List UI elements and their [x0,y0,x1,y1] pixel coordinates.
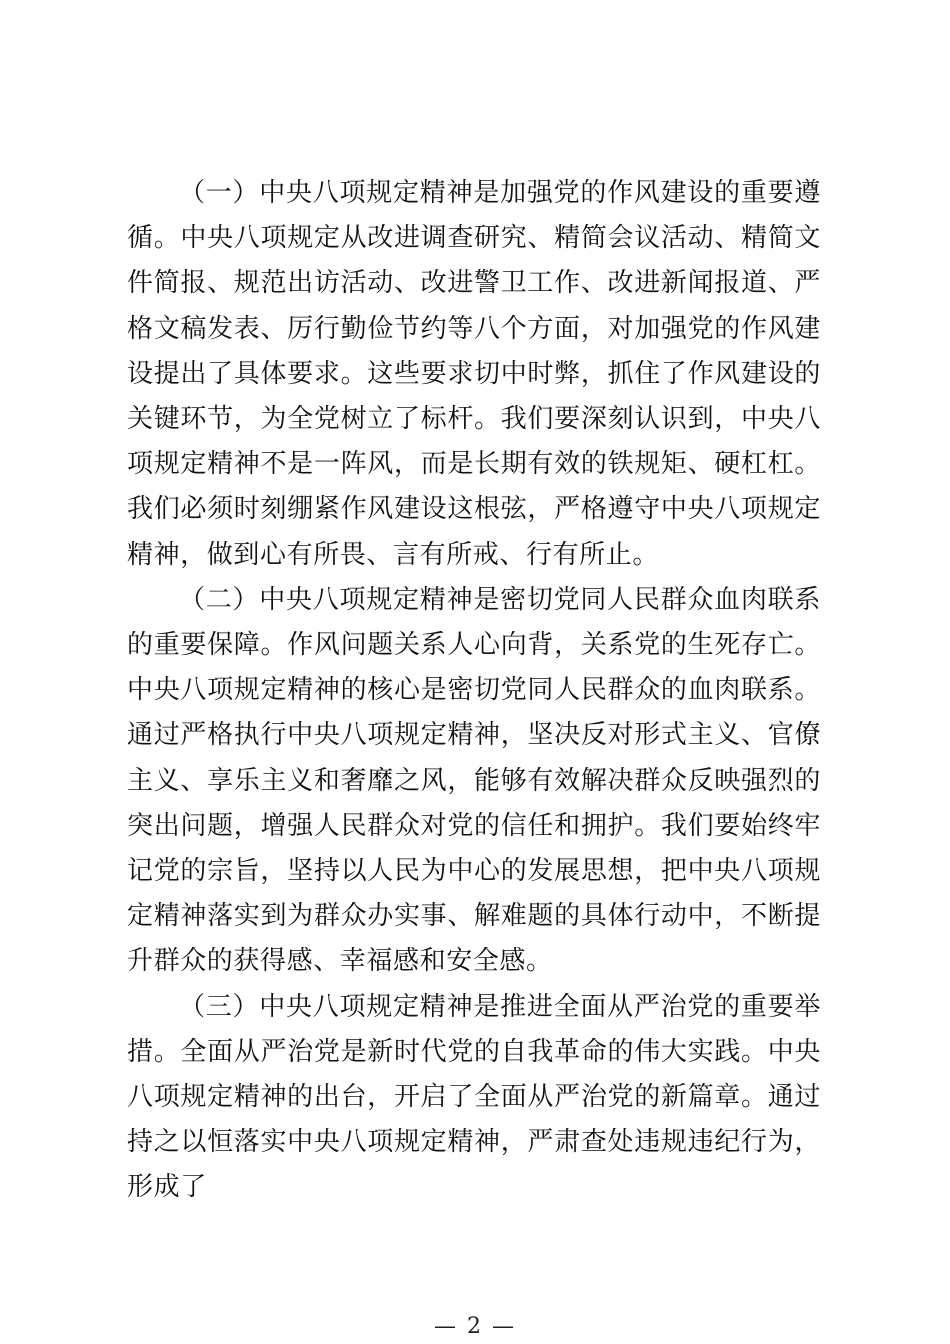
page-number: — 2 — [434,1314,516,1339]
paragraph-2: （二）中央八项规定精神是密切党同人民群众血肉联系的重要保障。作风问题关系人心向背，关系党的生死存亡。中央八项规定精神的核心是密切党同人民群众的血肉联系。通过严格执行中央八项规定精神，坚决反对形式主义、官僚主义、享乐主义和奢靡之风，能够有效解决群众反映强烈的突出问题，增强人民群众对党的信任和拥护。我们要始终牢记党的宗旨，坚持以人民为中心的发展思想，把中央八项规定精神落实到为群众办实事、解难题的具体行动中，不断提升群众的获得感、幸福感和安全感。 [127,584,821,977]
document-body [127,171,821,1211]
paragraph-1: （一）中央八项规定精神是加强党的作风建设的重要遵循。中央八项规定从改进调查研究、精简会议活动、精简文件简报、规范出访活动、改进警卫工作、改进新闻报道、严格文稿发表、厉行勤俭节约等八个方面，对加强党的作风建设提出了具体要求。这些要求切中时弊，抓住了作风建设的关键环节，为全党树立了标杆。我们要深刻认识到，中央八项规定精神不是一阵风，而是长期有效的铁规矩、硬杠杠。我们必须时刻绷紧作风建设这根弦，严格遵守中央八项规定精神，做到心有所畏、言有所戒、行有所止。 [127,178,821,570]
paragraph-3: （三）中央八项规定精神是推进全面从严治党的重要举措。全面从严治党是新时代党的自我革命的伟大实践。中央八项规定精神的出台，开启了全面从严治党的新篇章。通过持之以恒落实中央八项规定精神，严肃查处违规违纪行为，形成了 [127,991,821,1203]
